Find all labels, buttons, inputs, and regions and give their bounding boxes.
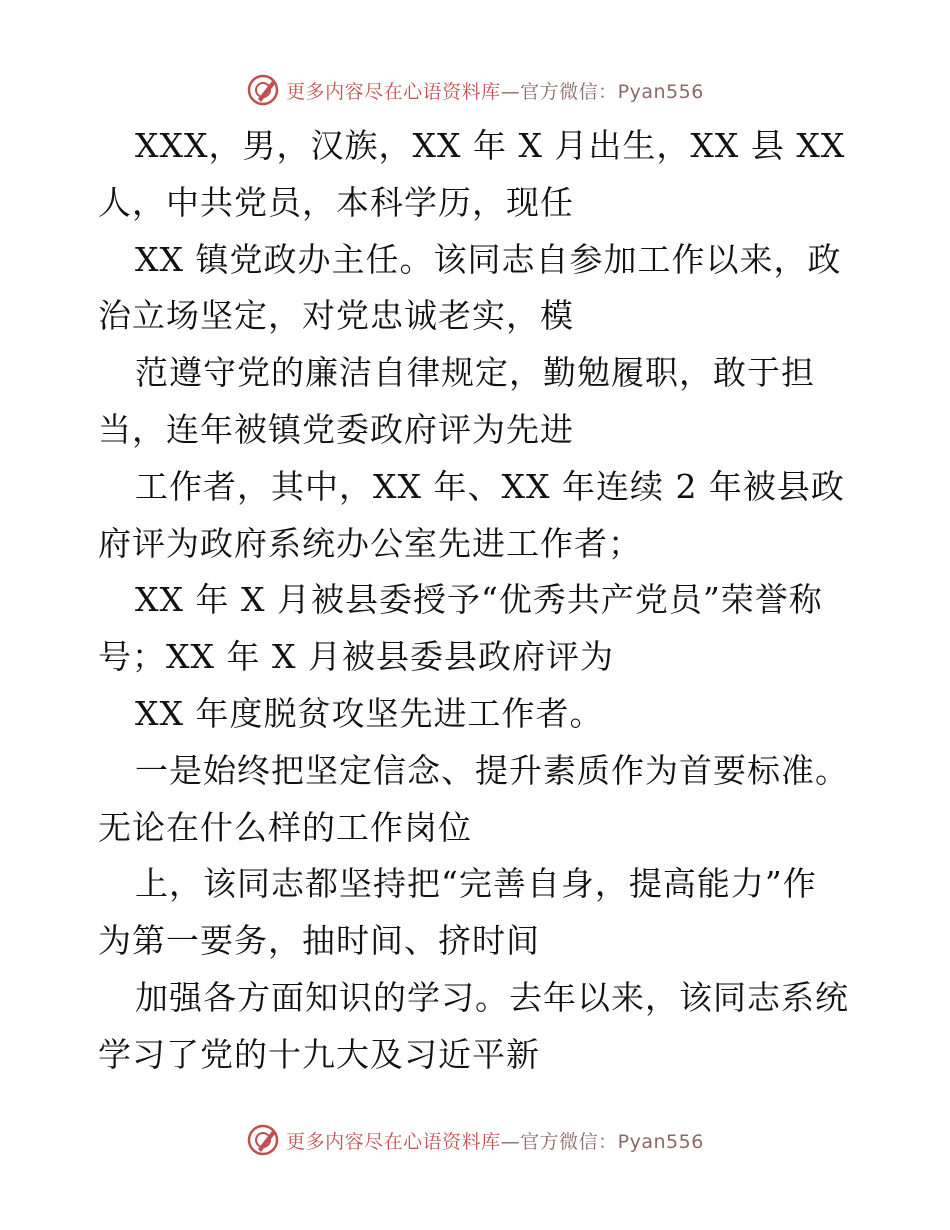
text-line: 号；XX 年 X 月被县委县政府评为 xyxy=(98,637,614,677)
watermark-text: 更多内容尽在心语资料库—官方微信：Pyan556 xyxy=(286,1130,704,1153)
text-line: XX 年 X 月被县委授予“优秀共产党员”荣誉称 xyxy=(135,580,823,620)
text-line: 上，该同志都坚持把“完善自身，提高能力”作 xyxy=(135,864,817,904)
text-line: 为第一要务，抽时间、挤时间 xyxy=(98,921,540,961)
text-line: 府评为政府系统办公室先进工作者； xyxy=(98,523,642,563)
text-line: 加强各方面知识的学习。去年以来，该同志系统 xyxy=(135,977,849,1017)
text-line: 无论在什么样的工作岗位 xyxy=(98,807,472,847)
text-line: 一是始终把坚定信念、提升素质作为首要标准。 xyxy=(135,750,849,790)
text-line: 学习了党的十九大及习近平新 xyxy=(98,1034,540,1074)
logo-icon xyxy=(246,73,280,107)
document-body xyxy=(98,118,858,1084)
text-line: XX 年度脱贫攻坚先进工作者。 xyxy=(135,693,604,733)
text-line: 范遵守党的廉洁自律规定，勤勉履职，敢于担 xyxy=(135,353,815,393)
watermark-footer xyxy=(0,1120,950,1160)
text-line: 治立场坚定，对党忠诚老实，模 xyxy=(98,296,574,336)
watermark-text: 更多内容尽在心语资料库—官方微信：Pyan556 xyxy=(286,80,704,103)
logo-icon xyxy=(246,1123,280,1157)
watermark-header xyxy=(0,70,950,110)
text-line: 当，连年被镇党委政府评为先进 xyxy=(98,409,574,449)
text-line: XXX，男，汉族，XX 年 X 月出生，XX 县 XX xyxy=(135,126,846,165)
text-line: 工作者，其中，XX 年、XX 年连续 2 年被县政 xyxy=(135,466,845,506)
text-line: XX 镇党政办主任。该同志自参加工作以来，政 xyxy=(135,239,842,279)
text-line: 人，中共党员，本科学历，现任 xyxy=(98,182,574,222)
